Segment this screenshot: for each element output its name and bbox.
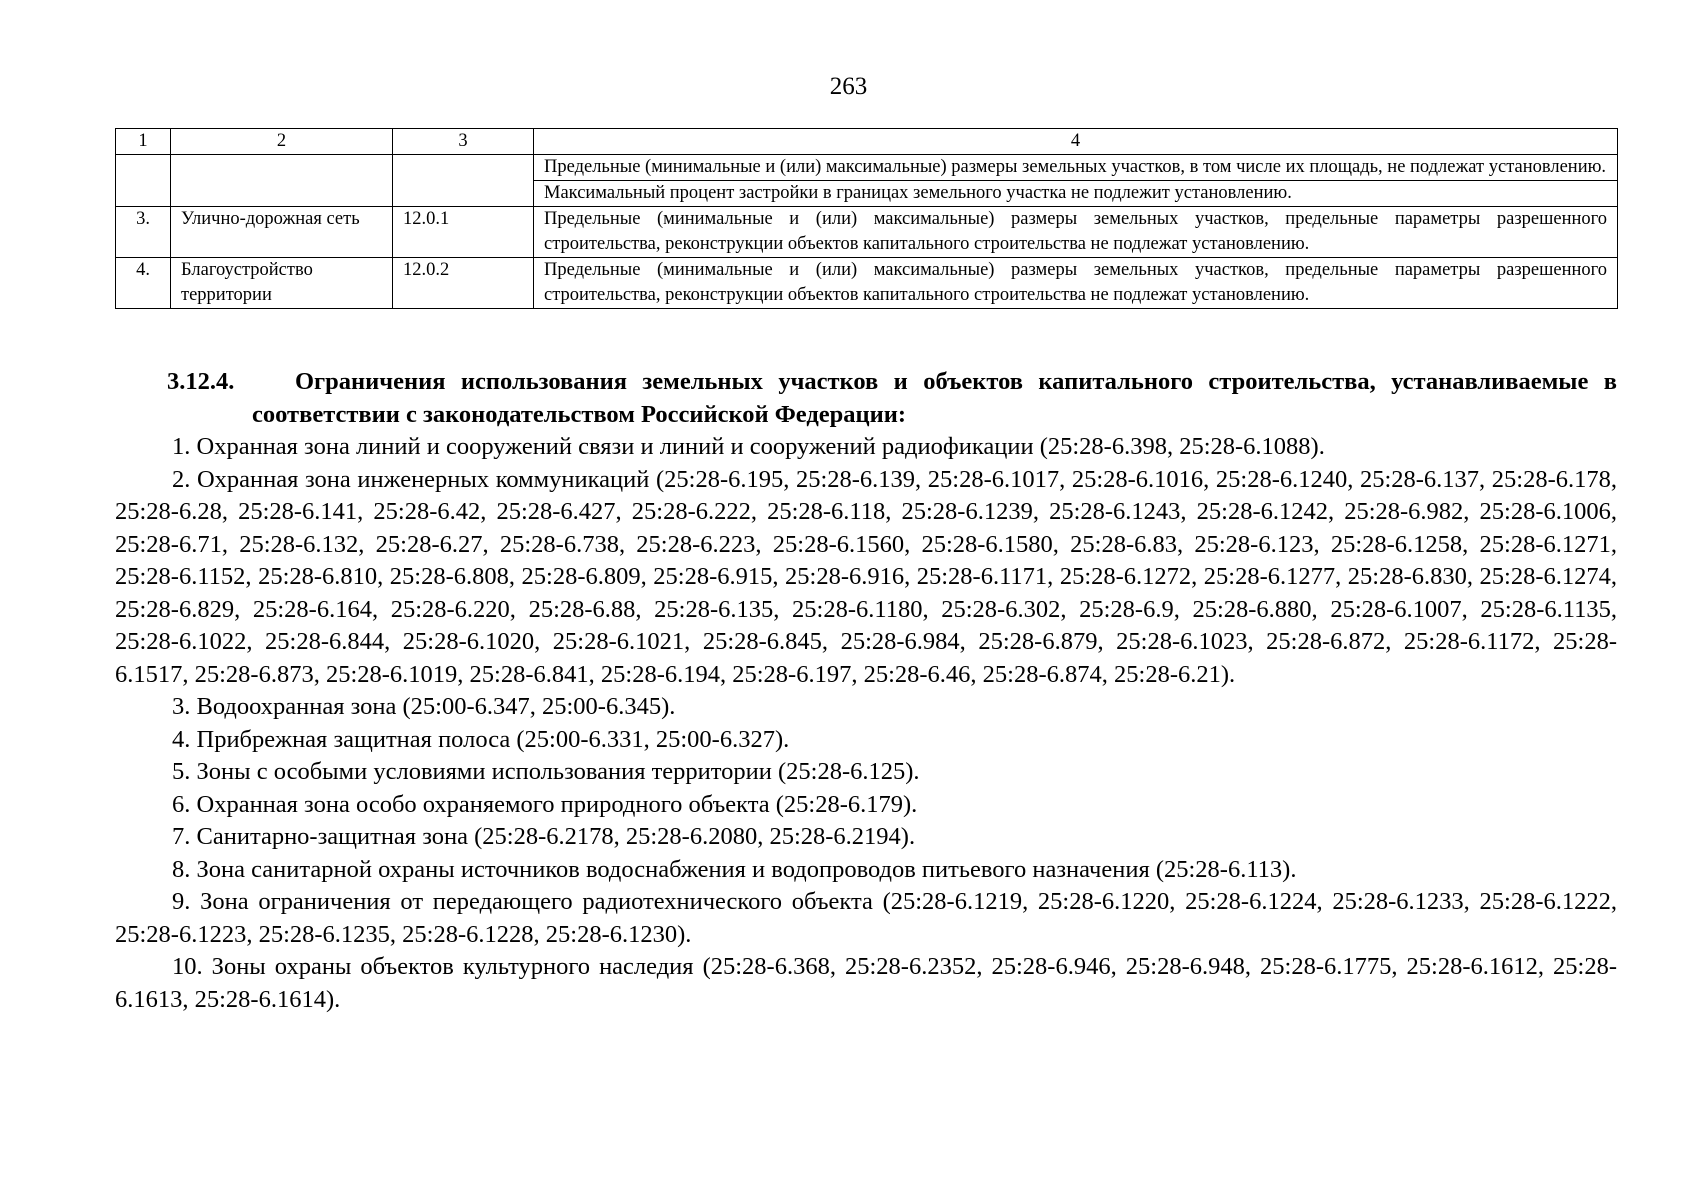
restriction-item: 2. Охранная зона инженерных коммуникаций (25:28-6.195, 25:28-6.139, 25:28-6.1017, 25:28-6.1016, 25:28-6.1240, 25:28-6.137, 25:28-6.178, 25:28-6.28, 25:28-6.141, 25:28-6.42, 25:28-6.427, 25:28-6.222, 25:28-6.118, 25:28-6.1239, 25:28-6.1243, 25:28-6.1242, 25:28-6.982, 25:28-6.1006, 25:28-6.71, 25:28-6.132, 25:28-6.27, 25:28-6.738, 25:28-6.223, 25:28-6.1560, 25:28-6.1580, 25:28-6.83, 25:28-6.123, 25:28-6.1258, 25:28-6.1271, 25:28-6.1152, 25:28-6.810, 25:28-6.808, 25:28-6.809, 25:28-6.915, 25:28-6.916, 25:28-6.1171, 25:28-6.1272, 25:28-6.1277, 25:28-6.830, 25:28-6.1274, 25:28-6.829, 25:28-6.164, 25:28-6.220, 25:28-6.88, 25:28-6.135, 25:28-6.1180, 25:28-6.302, 25:28-6.9, 25:28-6.880, 25:28-6.1007, 25:28-6.1135, 25:28-6.1022, 25:28-6.844, 25:28-6.1020, 25:28-6.1021, 25:28-6.845, 25:28-6.984, 25:28-6.879, 25:28-6.1023, 25:28-6.872, 25:28-6.1172, 25:28-6.1517, 25:28-6.873, 25:28-6.1019, 25:28-6.841, 25:28-6.194, 25:28-6.197, 25:28-6.46, 25:28-6.874, 25:28-6.21). — [115, 465, 1617, 688]
parameters-cell: Максимальный процент застройки в границах земельного участка не подлежит установлению. — [534, 181, 1618, 207]
parameters-cell: Предельные (минимальные и (или) максимальные) размеры земельных участков, в том числе их площадь, не подлежат установлению. — [534, 155, 1618, 181]
restriction-item: 1. Охранная зона линий и сооружений связи и линий и сооружений радиофикации (25:28-6.398, 25:28-6.1088). — [172, 433, 1325, 460]
table-header-cell: 1 — [116, 129, 171, 155]
use-code-cell: 12.0.2 — [393, 258, 534, 309]
row-number-cell: 4. — [116, 258, 171, 309]
restriction-item: 10. Зоны охраны объектов культурного наследия (25:28-6.368, 25:28-6.2352, 25:28-6.946, 25:28-6.948, 25:28-6.1775, 25:28-6.1612, 25:28-6.1613, 25:28-6.1614). — [115, 953, 1617, 1013]
restriction-item: 3. Водоохранная зона (25:00-6.347, 25:00-6.345). — [172, 693, 676, 720]
parameters-cell: Предельные (минимальные и (или) максимальные) размеры земельных участков, предельные параметры разрешенного строительства, реконструкции объектов капитального строительства не подлежат установлению. — [534, 258, 1618, 309]
row-number-cell: 3. — [116, 207, 171, 258]
restrictions-section — [115, 366, 1617, 1016]
table-row — [116, 258, 1618, 309]
table-row — [116, 155, 1618, 181]
table-header-row — [116, 129, 1618, 155]
table-row — [116, 207, 1618, 258]
restriction-item: 6. Охранная зона особо охраняемого природного объекта (25:28-6.179). — [172, 790, 918, 818]
regulations-table — [115, 128, 1618, 309]
restriction-item: 5. Зоны с особыми условиями использования территории (25:28-6.125). — [172, 758, 920, 785]
parameters-cell: Предельные (минимальные и (или) максимальные) размеры земельных участков, предельные параметры разрешенного строительства, реконструкции объектов капитального строительства не подлежат установлению. — [534, 207, 1618, 258]
restriction-item: 4. Прибрежная защитная полоса (25:00-6.331, 25:00-6.327). — [172, 725, 790, 753]
section-title: Ограничения использования земельных участков и объектов капитального строительства, устанавливаемые в соответствии с законодательством Российской Федерации: — [252, 368, 1617, 428]
restriction-item: 8. Зона санитарной охраны источников водоснабжения и водопроводов питьевого назначения (25:28-6.113). — [172, 855, 1297, 883]
table-header-cell: 3 — [393, 129, 534, 155]
section-number: 3.12.4. — [167, 368, 235, 395]
use-type-cell: Улично-дорожная сеть — [171, 207, 393, 258]
use-code-cell — [393, 155, 534, 207]
page-number: 263 — [829, 73, 868, 100]
restriction-item: 9. Зона ограничения от передающего радиотехнического объекта (25:28-6.1219, 25:28-6.1220, 25:28-6.1224, 25:28-6.1233, 25:28-6.1222, 25:28-6.1223, 25:28-6.1235, 25:28-6.1228, 25:28-6.1230). — [115, 888, 1617, 948]
row-number-cell — [116, 155, 171, 207]
section-heading — [115, 366, 1617, 431]
use-code-cell: 12.0.1 — [393, 207, 534, 258]
table-header-cell: 2 — [171, 129, 393, 155]
restriction-item: 7. Санитарно-защитная зона (25:28-6.2178, 25:28-6.2080, 25:28-6.2194). — [172, 823, 916, 850]
use-type-cell — [171, 155, 393, 207]
table-header-cell: 4 — [534, 129, 1618, 155]
use-type-cell: Благоустройство территории — [171, 258, 393, 309]
